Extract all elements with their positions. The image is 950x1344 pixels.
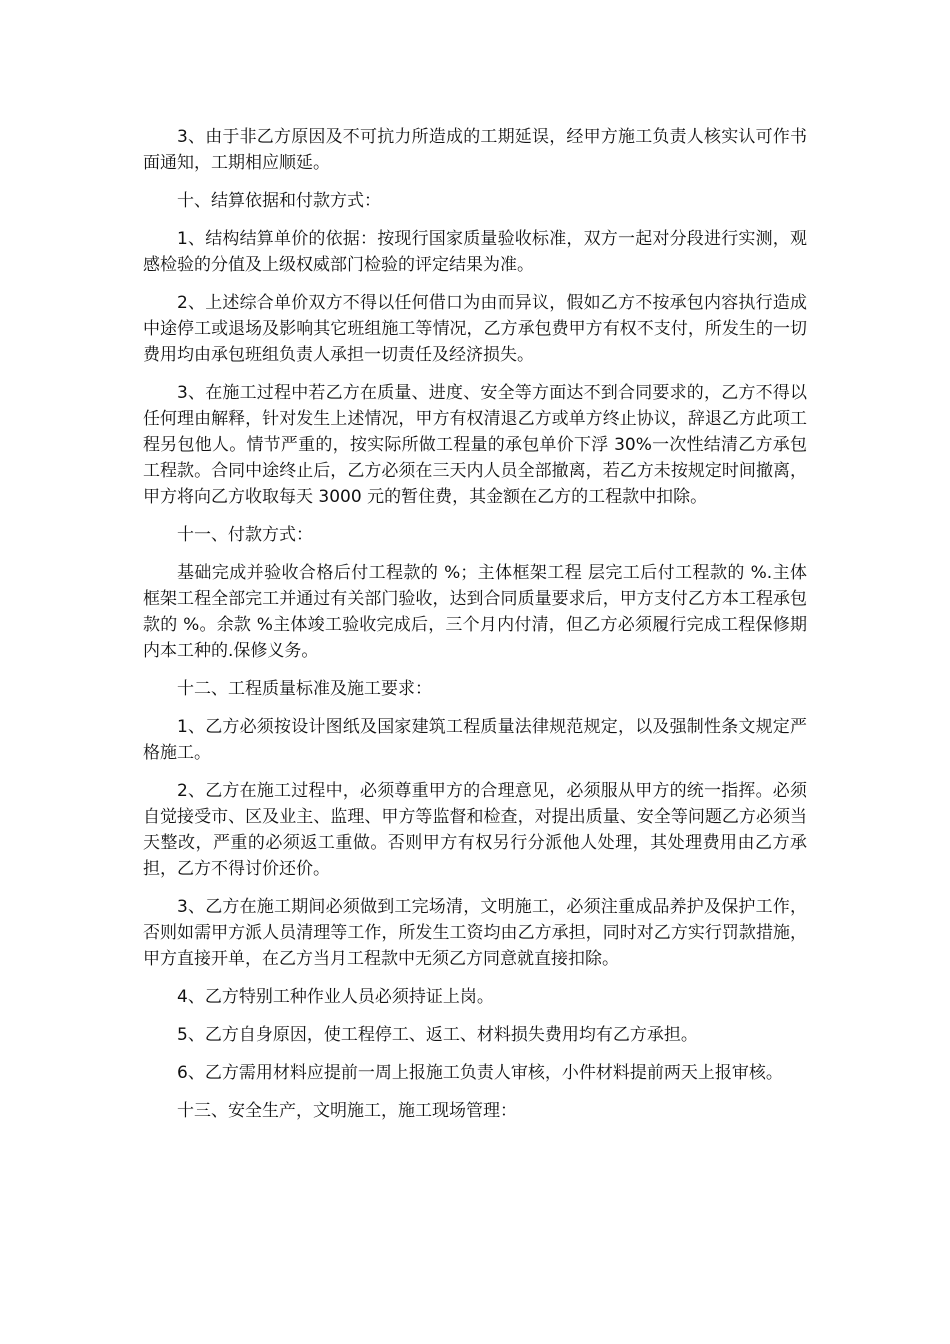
section-13-heading: 十三、安全生产，文明施工，施工现场管理： bbox=[177, 1101, 517, 1121]
section-11-heading: 十一、付款方式： bbox=[177, 525, 313, 545]
clause-12-item-4: 4、乙方特别工种作业人员必须持证上岗。 bbox=[177, 987, 494, 1007]
clause-12-item-1: 1、乙方必须按设计图纸及国家建筑工程质量法律规范规定，以及强制性条文规定严格施工。 bbox=[143, 717, 807, 763]
clause-10-item-3: 3、在施工过程中若乙方在质量、进度、安全等方面达不到合同要求的，乙方不得以任何理由解释，针对发生上述情况，甲方有权清退乙方或单方终止协议，辞退乙方此项工程另包他人。情节严重的，按实际所做工程量的承包单价下浮 30%一次性结清乙方承包工程款。合同中途终止后，乙方必须在三天内人员全部撤离，若乙方未按规定时间撤离，甲方将向乙方收取每天 3000 元的暂住费，其金额在乙方的工程款中扣除。 bbox=[143, 383, 807, 507]
clause-11-body: 基础完成并验收合格后付工程款的 %；主体框架工程 层完工后付工程款的 %.主体框架工程全部完工并通过有关部门验收，达到合同质量要求后，甲方支付乙方本工程承包款的 %。余款 %主体竣工验收完成后，三个月内付清，但乙方必须履行完成工程保修期内本工种的.保修义务。 bbox=[143, 563, 807, 661]
clause-10-item-2: 2、上述综合单价双方不得以任何借口为由而异议，假如乙方不按承包内容执行造成中途停工或退场及影响其它班组施工等情况，乙方承包费甲方有权不支付，所发生的一切费用均由承包班组负责人承担一切责任及经济损失。 bbox=[143, 293, 807, 365]
section-12-heading: 十二、工程质量标准及施工要求： bbox=[177, 679, 432, 699]
clause-10-item-1: 1、结构结算单价的依据：按现行国家质量验收标准，双方一起对分段进行实测，观感检验的分值及上级权威部门检验的评定结果为准。 bbox=[143, 229, 807, 275]
clause-12-item-3: 3、乙方在施工期间必须做到工完场清，文明施工，必须注重成品养护及保护工作，否则如需甲方派人员清理等工作，所发生工资均由乙方承担，同时对乙方实行罚款措施，甲方直接开单，在乙方当月工程款中无须乙方同意就直接扣除。 bbox=[143, 897, 807, 969]
clause-12-item-5: 5、乙方自身原因，使工程停工、返工、材料损失费用均有乙方承担。 bbox=[177, 1025, 698, 1045]
clause-12-item-6: 6、乙方需用材料应提前一周上报施工负责人审核，小件材料提前两天上报审核。 bbox=[177, 1063, 783, 1083]
clause-9-item-3: 3、由于非乙方原因及不可抗力所造成的工期延误，经甲方施工负责人核实认可作书面通知，工期相应顺延。 bbox=[143, 127, 807, 173]
section-10-heading: 十、结算依据和付款方式： bbox=[177, 191, 381, 211]
clause-12-item-2: 2、乙方在施工过程中，必须尊重甲方的合理意见，必须服从甲方的统一指挥。必须自觉接受市、区及业主、监理、甲方等监督和检查，对提出质量、安全等问题乙方必须当天整改，严重的必须返工重做。否则甲方有权另行分派他人处理，其处理费用由乙方承担，乙方不得讨价还价。 bbox=[143, 781, 807, 879]
document-body bbox=[143, 124, 807, 1136]
